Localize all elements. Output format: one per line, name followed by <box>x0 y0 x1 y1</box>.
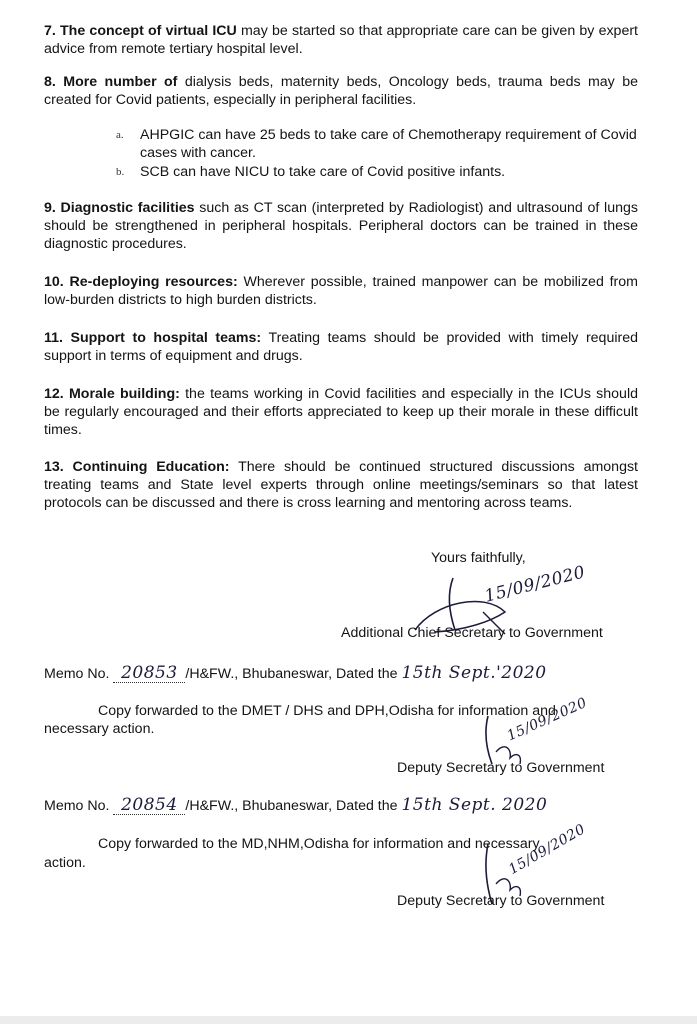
item-heading: 7. The concept of virtual ICU <box>44 23 237 39</box>
signature-date-deputy-1: 15/09/2020 <box>504 694 590 745</box>
memo-number: 20853 <box>113 664 185 683</box>
copy-forward-2-line2: action. <box>44 855 86 871</box>
item-heading: 11. Support to hospital teams: <box>44 330 262 346</box>
memo-prefix: Memo No. <box>44 666 110 682</box>
item-11-support <box>44 329 638 365</box>
item-9-diagnostic <box>44 199 638 254</box>
item-12-morale <box>44 385 638 440</box>
item-text: may be started so that appropriate care can be given by expert advice from remote tertiary hospital level. <box>44 23 639 58</box>
memo-number: 20854 <box>113 796 185 815</box>
item-text: SCB can have NICU to take care of Covid positive infants. <box>140 164 506 180</box>
item-text: Treating teams should be provided with timely required support in terms of equipment and drugs. <box>44 330 638 365</box>
memo-suffix: /H&FW., Bhubaneswar, Dated the <box>185 666 398 682</box>
signature-date-acs: 15/09/2020 <box>482 562 588 607</box>
page-bottom-edge <box>0 1016 697 1024</box>
item-heading: 12. Morale building: <box>44 386 180 402</box>
memo-line-1 <box>44 664 547 683</box>
item-text: the teams working in Covid facilities and especially in the ICUs should be regularly encouraged and their efforts appreciated to keep up their morale in these difficult times. <box>44 386 638 439</box>
memo-date: 15th Sept. 2020 <box>401 795 548 815</box>
item-heading: 9. Diagnostic facilities <box>44 200 195 216</box>
closing-designation: Additional Chief Secretary to Government <box>341 625 603 641</box>
item-heading: 13. Continuing Education: <box>44 459 230 475</box>
item-heading: 8. More number of <box>44 74 178 90</box>
designation-deputy-2: Deputy Secretary to Government <box>397 893 605 909</box>
memo-line-2 <box>44 796 547 815</box>
item-8-more-beds <box>44 73 638 109</box>
item-7-virtual-icu <box>44 22 638 58</box>
memo-date: 15th Sept.'2020 <box>401 663 547 683</box>
designation-deputy-1: Deputy Secretary to Government <box>397 760 605 776</box>
memo-suffix: /H&FW., Bhubaneswar, Dated the <box>185 798 398 814</box>
item-8a-ahpgic <box>116 126 638 162</box>
closing-salutation: Yours faithfully, <box>431 550 526 566</box>
item-text: such as CT scan (interpreted by Radiologist) and ultrasound of lungs should be strengthened in peripheral hospitals. Peripheral doctors can be trained in these diagnostic procedures. <box>44 200 638 253</box>
list-marker: b. <box>116 166 125 178</box>
memo-prefix: Memo No. <box>44 798 110 814</box>
copy-forward-2-line1: Copy forwarded to the MD,NHM,Odisha for information and necessary <box>98 836 540 852</box>
item-10-redeploying <box>44 273 638 309</box>
item-13-education <box>44 458 638 513</box>
list-marker: a. <box>116 129 124 141</box>
copy-forward-1-line1: Copy forwarded to the DMET / DHS and DPH,Odisha for information and <box>98 703 556 719</box>
item-heading: 10. Re-deploying resources: <box>44 274 238 290</box>
item-text: There should be continued structured discussions amongst treating teams and State level experts through online meetings/seminars so that latest protocols can be discussed and there is cross learning and mentoring across teams. <box>44 459 638 512</box>
signature-date-deputy-2: 15/09/2020 <box>506 821 589 878</box>
copy-forward-1-line2: necessary action. <box>44 721 155 737</box>
item-text: dialysis beds, maternity beds, Oncology beds, trauma beds may be created for Covid patients, especially in peripheral facilities. <box>44 74 638 109</box>
item-text: AHPGIC can have 25 beds to take care of Chemotherapy requirement of Covid cases with cancer. <box>140 127 637 162</box>
item-8b-scb <box>116 163 638 181</box>
item-text: Wherever possible, trained manpower can be mobilized from low-burden districts to high burden districts. <box>44 274 638 309</box>
